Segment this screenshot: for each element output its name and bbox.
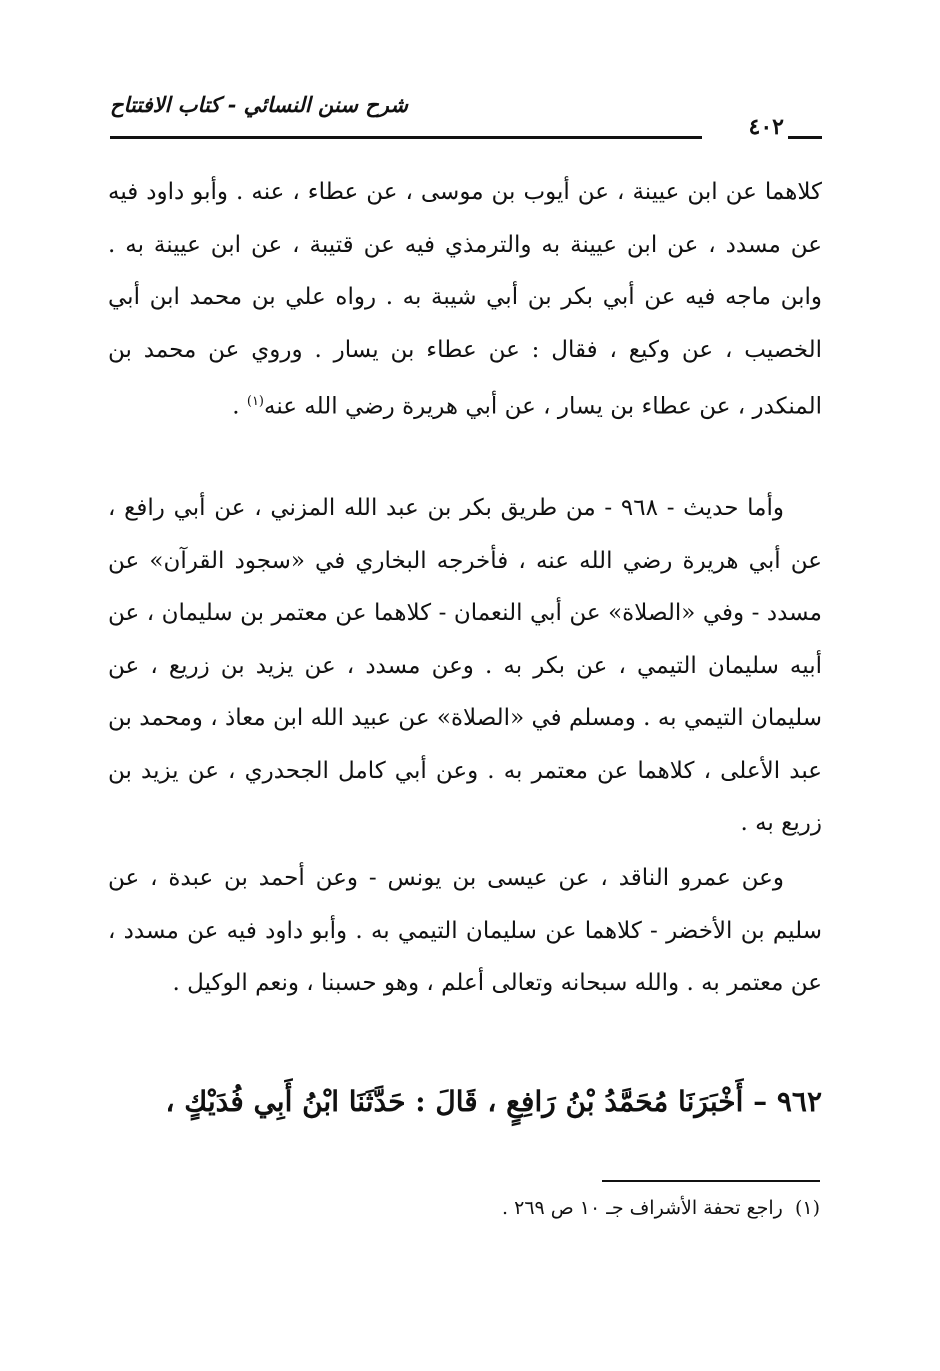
paragraph-1-text: كلاهما عن ابن عيينة ، عن أيوب بن موسى ، عن عطاء ، عنه . وأبو داود فيه عن مسدد ، عن ابن عيينة به والترمذي فيه عن قتيبة ، عن ابن عيينة به . وابن ماجه فيه عن أبي بكر بن أبي شيبة به . رواه علي بن محمد ابن أبي الخصيب ، عن وكيع ، فقال : عن عطاء بن يسار . وروي عن محمد بن المنكدر ، عن عطاء بن يسار ، عن أبي هريرة رضي الله عنه (108, 179, 822, 420)
paragraph-2 (108, 482, 822, 850)
footnote-text: راجع تحفة الأشراف جـ ١٠ ص ٢٦٩ . (502, 1197, 783, 1219)
paragraph-2-text: وأما حديث - ٩٦٨ - من طريق بكر بن عبد الله المزني ، عن أبي رافع ، عن أبي هريرة رضي الله عنه ، فأخرجه البخاري في «سجود القرآن» عن مسدد - وفي «الصلاة» عن أبي النعمان - كلاهما عن معتمر بن سليمان ، عن أبيه سليمان التيمي ، عن بكر به . وعن مسدد ، عن يزيد بن زريع ، عن سليمان التيمي به . ومسلم في «الصلاة» عن عبيد الله ابن معاذ ، ومحمد بن عبد الأعلى ، كلاهما عن معتمر به . وعن أبي كامل الجحدري ، عن يزيد بن زريع به . (108, 495, 822, 836)
page-number-rule (788, 136, 822, 139)
header-rule (110, 136, 702, 139)
running-title: شرح سنن النسائي - كتاب الافتتاح (110, 92, 408, 117)
footnote-rule (602, 1180, 820, 1182)
paragraph-3-text: وعن عمرو الناقد ، عن عيسى بن يونس - وعن أحمد بن عبدة ، عن سليم بن الأخضر - كلاهما عن سليمان التيمي به . وأبو داود فيه عن مسدد ، عن معتمر به . والله سبحانه وتعالى أعلم ، وهو حسبنا ، ونعم الوكيل . (108, 865, 822, 996)
paragraph-1-end: . (232, 393, 247, 420)
footnote-reference: (١) (246, 394, 264, 409)
hadith-text: – أَخْبَرَنَا مُحَمَّدُ بْنُ رَافِعٍ ، قَالَ : حَدَّثَنَا ابْنُ أَبِي فُدَيْكٍ ، (165, 1085, 768, 1118)
footnote-marker: (١) (794, 1197, 820, 1219)
footnote (300, 1190, 820, 1226)
paragraph-1 (108, 166, 822, 433)
paragraph-3 (108, 852, 822, 1010)
hadith-number: ٩٦٢ (776, 1085, 822, 1118)
hadith-heading (108, 1072, 822, 1132)
page-header (110, 92, 822, 152)
page-number: ٤٠٢ (748, 114, 784, 140)
